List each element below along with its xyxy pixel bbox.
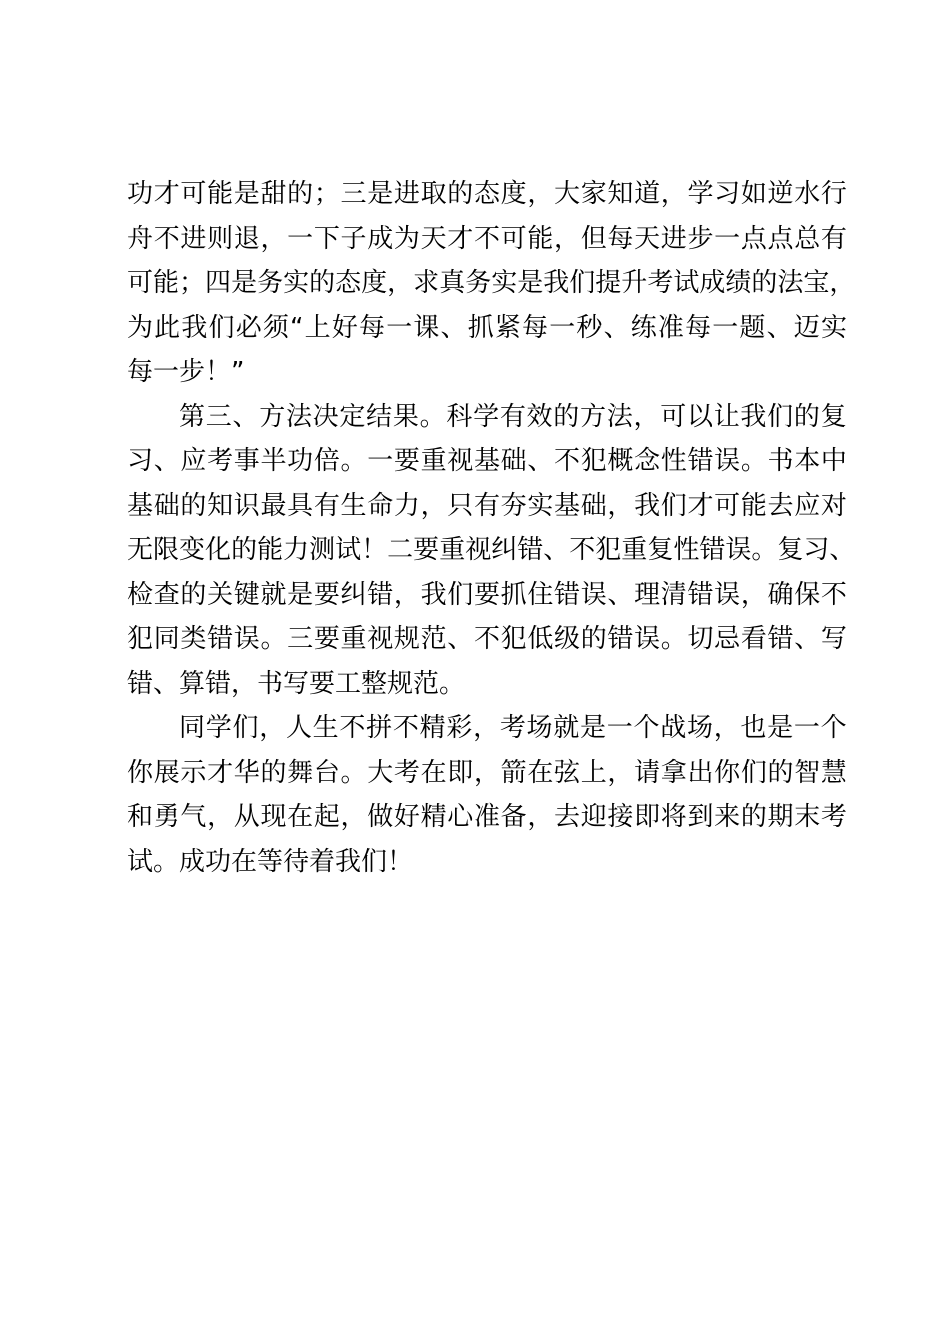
text-line: 无 限 变 化 的 能 力 测 试 ！ 二 要 重 视 纠 错 、 不 犯 重 复 性 错 误 。 复 习 、	[127, 535, 856, 565]
text-line: 检 查 的 关 键 就 是 要 纠 错 ， 我 们 要 抓 住 错 误 、 理 清 错 误 ， 确 保 不	[127, 579, 847, 610]
text-line: 舟 不 进 则 退 ， 一 下 子 成 为 天 才 不 可 能 ， 但 每 天 进 步 一 点 点 总 有	[127, 223, 847, 254]
text-line: 第 三 、 方 法 决 定 结 果 。 科 学 有 效 的 方 法 ， 可 以 让 我 们 的 复	[179, 401, 847, 432]
text-line: 试。成功在等待着我们！	[127, 846, 414, 877]
text-line: 犯 同 类 错 误 。 三 要 重 视 规 范 、 不 犯 低 级 的 错 误 。 切 忌 看 错 、 写	[127, 624, 847, 654]
text-line: 功 才 可 能 是 甜 的 ； 三 是 进 取 的 态 度 ， 大 家 知 道 ， 学 习 如 逆 水 行	[127, 179, 847, 209]
text-line: 你 展 示 才 华 的 舞 台 。 大 考 在 即 ， 箭 在 弦 上 ， 请 拿 出 你 们 的 智 慧	[127, 757, 847, 788]
text-line: 同 学 们 ， 人 生 不 拼 不 精 彩 ， 考 场 就 是 一 个 战 场 ， 也 是 一 个	[179, 713, 847, 743]
text-line: 和 勇 气 ， 从 现 在 起 ， 做 好 精 心 准 备 ， 去 迎 接 即 将 到 来 的 期 末 考	[127, 802, 847, 832]
text-line: 每一步！”	[127, 357, 245, 387]
body-text	[127, 172, 856, 884]
text-line: 为 此 我 们 必 须 “ 上 好 每 一 课 、 抓 紧 每 一 秒 、 练 准 每 一 题 、 迈 实	[127, 312, 847, 343]
text-line: 习 、 应 考 事 半 功 倍 。 一 要 重 视 基 础 、 不 犯 概 念 性 错 误 。 书 本 中	[127, 446, 847, 476]
text-line: 基 础 的 知 识 最 具 有 生 命 力 ， 只 有 夯 实 基 础 ， 我 们 才 可 能 去 应 对	[127, 490, 847, 521]
text-line: 错、算错，书写要工整规范。	[127, 668, 466, 699]
text-line: 可 能 ； 四 是 务 实 的 态 度 ， 求 真 务 实 是 我 们 提 升 考 试 成 绩 的 法 宝 ，	[127, 268, 856, 298]
